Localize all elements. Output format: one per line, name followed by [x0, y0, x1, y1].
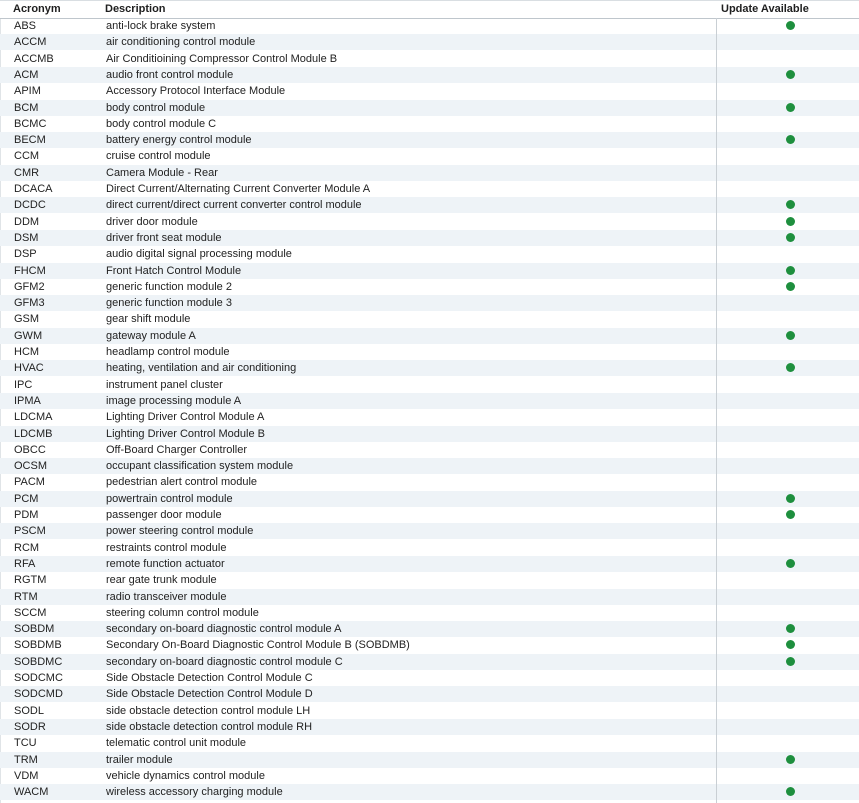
- acronym-cell: GSM: [14, 313, 40, 326]
- acronym-cell: PCM: [14, 492, 39, 505]
- update-available-icon: [786, 266, 795, 275]
- description-cell: Direct Current/Alternating Current Converter Module A: [106, 183, 371, 195]
- update-available-icon: [786, 657, 795, 666]
- acronym-cell: PSCM: [14, 525, 46, 538]
- table-row[interactable]: [0, 100, 859, 116]
- update-available-icon: [786, 70, 795, 79]
- table-row[interactable]: [0, 344, 859, 360]
- acronym-cell: RGTM: [14, 574, 47, 587]
- description-cell: body control module: [106, 101, 206, 114]
- table-row[interactable]: [0, 458, 859, 474]
- table-row[interactable]: [0, 719, 859, 735]
- description-cell: heating, ventilation and air conditioning: [106, 362, 297, 375]
- table-row[interactable]: [0, 263, 859, 279]
- description-cell: side obstacle detection control module LH: [106, 704, 311, 717]
- acronym-cell: FHCM: [14, 264, 46, 277]
- table-row[interactable]: [0, 214, 859, 230]
- description-cell: anti-lock brake system: [106, 20, 216, 32]
- description-cell: Air Conditioining Compressor Control Module B: [106, 52, 338, 65]
- table-row[interactable]: [0, 116, 859, 132]
- description-cell: audio front control module: [106, 68, 234, 81]
- acronym-cell: WACM: [14, 786, 49, 799]
- description-cell: secondary on-board diagnostic control module C: [106, 655, 343, 668]
- description-cell: side obstacle detection control module RH: [106, 720, 313, 733]
- table-row[interactable]: [0, 197, 859, 213]
- acronym-cell: GWM: [14, 329, 43, 342]
- description-cell: telematic control unit module: [106, 737, 247, 750]
- acronym-cell: PDM: [14, 509, 39, 521]
- acronym-cell: DCACA: [14, 183, 53, 195]
- update-available-icon: [786, 640, 795, 649]
- description-cell: driver door module: [106, 215, 198, 228]
- acronym-cell: GFM2: [14, 280, 45, 293]
- acronym-cell: DDM: [14, 215, 40, 228]
- description-cell: Lighting Driver Control Module B: [106, 427, 265, 440]
- table-row[interactable]: [0, 540, 859, 556]
- update-available-icon: [786, 510, 795, 519]
- update-available-icon: [786, 233, 795, 242]
- acronym-cell: OCSM: [14, 460, 47, 473]
- update-available-icon: [786, 103, 795, 112]
- table-row[interactable]: [0, 165, 859, 181]
- description-cell: occupant classification system module: [106, 460, 294, 473]
- acronym-cell: ACCM: [14, 36, 47, 49]
- table-row[interactable]: [0, 18, 859, 34]
- acronym-cell: RFA: [14, 557, 36, 570]
- acronym-cell: VDM: [14, 769, 39, 782]
- description-cell: trailer module: [106, 753, 173, 766]
- acronym-cell: SODR: [14, 720, 46, 733]
- acronym-cell: RTM: [14, 590, 38, 603]
- acronym-cell: IPC: [14, 378, 33, 391]
- table-row[interactable]: [0, 393, 859, 409]
- acronym-cell: SODL: [14, 704, 44, 717]
- description-cell: headlamp control module: [106, 346, 230, 358]
- description-cell: audio digital signal processing module: [106, 248, 292, 261]
- table-row[interactable]: [0, 670, 859, 686]
- table-row[interactable]: [0, 474, 859, 490]
- description-cell: gear shift module: [106, 313, 191, 326]
- description-cell: gateway module A: [106, 329, 196, 342]
- table-row[interactable]: [0, 572, 859, 588]
- acronym-cell: RCM: [14, 541, 40, 554]
- acronym-cell: LDCMB: [14, 427, 53, 440]
- acronym-cell: DCDC: [14, 199, 46, 212]
- description-cell: air conditioning control module: [106, 36, 256, 49]
- description-cell: passenger door module: [106, 509, 222, 521]
- description-cell: remote function actuator: [106, 557, 225, 570]
- acronym-cell: PACM: [14, 476, 45, 489]
- update-available-icon: [786, 755, 795, 764]
- table-row[interactable]: [0, 409, 859, 425]
- description-cell: vehicle dynamics control module: [106, 769, 265, 782]
- column-header-description[interactable]: Description: [105, 3, 166, 15]
- acronym-cell: SODCMC: [14, 672, 63, 684]
- acronym-cell: CCM: [14, 150, 40, 163]
- table-row[interactable]: [0, 377, 859, 393]
- acronym-cell: ABS: [14, 20, 37, 32]
- description-cell: power steering control module: [106, 525, 254, 538]
- update-available-icon: [786, 200, 795, 209]
- table-row[interactable]: [0, 752, 859, 768]
- acronym-cell: ACM: [14, 68, 39, 81]
- table-row[interactable]: [0, 83, 859, 99]
- description-cell: Lighting Driver Control Module A: [106, 411, 265, 424]
- acronym-cell: TCU: [14, 737, 37, 750]
- acronym-cell: IPMA: [14, 394, 41, 407]
- table-row[interactable]: [0, 34, 859, 50]
- update-available-icon: [786, 282, 795, 291]
- acronym-cell: DSP: [14, 248, 37, 261]
- description-cell: Accessory Protocol Interface Module: [106, 85, 286, 98]
- table-row[interactable]: [0, 295, 859, 311]
- column-header-update-available[interactable]: Update Available: [721, 3, 809, 15]
- description-cell: instrument panel cluster: [106, 378, 223, 391]
- description-cell: battery energy control module: [106, 134, 252, 147]
- update-available-icon: [786, 559, 795, 568]
- table-header: [0, 0, 859, 19]
- acronym-cell: SOBDMB: [14, 639, 62, 652]
- description-cell: Side Obstacle Detection Control Module D: [106, 688, 313, 701]
- update-available-icon: [786, 624, 795, 633]
- description-cell: Off-Board Charger Controller: [106, 443, 248, 456]
- acronym-cell: HCM: [14, 346, 40, 358]
- update-available-icon: [786, 135, 795, 144]
- table-row[interactable]: [0, 507, 859, 523]
- table-row[interactable]: [0, 703, 859, 719]
- description-cell: rear gate trunk module: [106, 574, 217, 587]
- description-cell: secondary on-board diagnostic control module A: [106, 623, 342, 636]
- table-row[interactable]: [0, 246, 859, 262]
- acronym-cell: LDCMA: [14, 411, 53, 424]
- acronym-cell: OBCC: [14, 443, 46, 456]
- description-cell: wireless accessory charging module: [106, 786, 283, 799]
- acronym-cell: TRM: [14, 753, 38, 766]
- description-cell: Secondary On-Board Diagnostic Control Module B (SOBDMB): [106, 639, 410, 652]
- acronym-cell: GFM3: [14, 297, 45, 310]
- table-row[interactable]: [0, 556, 859, 572]
- description-cell: Front Hatch Control Module: [106, 264, 242, 277]
- table-row[interactable]: [0, 279, 859, 295]
- table-row[interactable]: [0, 311, 859, 327]
- table-row[interactable]: [0, 589, 859, 605]
- description-cell: steering column control module: [106, 606, 259, 619]
- table-row[interactable]: [0, 735, 859, 751]
- description-cell: direct current/direct current converter control module: [106, 199, 362, 212]
- column-header-acronym[interactable]: Acronym: [13, 3, 61, 15]
- description-cell: body control module C: [106, 117, 217, 130]
- update-available-icon: [786, 363, 795, 372]
- table-row[interactable]: [0, 621, 859, 637]
- description-cell: restraints control module: [106, 541, 227, 554]
- update-available-icon: [786, 331, 795, 340]
- acronym-cell: BCM: [14, 101, 39, 114]
- table-row[interactable]: [0, 148, 859, 164]
- table-row[interactable]: [0, 132, 859, 148]
- update-available-icon: [786, 217, 795, 226]
- acronym-cell: SODCMD: [14, 688, 63, 701]
- update-available-icon: [786, 787, 795, 796]
- table-row[interactable]: [0, 328, 859, 344]
- acronym-cell: CMR: [14, 166, 40, 179]
- table-row[interactable]: [0, 768, 859, 784]
- table-row[interactable]: [0, 181, 859, 197]
- description-cell: generic function module 2: [106, 280, 232, 293]
- table-row[interactable]: [0, 637, 859, 653]
- table-row[interactable]: [0, 784, 859, 800]
- table-row[interactable]: [0, 51, 859, 67]
- update-available-icon: [786, 494, 795, 503]
- table-row[interactable]: [0, 686, 859, 702]
- table-row[interactable]: [0, 523, 859, 539]
- table-row[interactable]: [0, 67, 859, 83]
- description-cell: powertrain control module: [106, 492, 233, 505]
- table-row[interactable]: [0, 654, 859, 670]
- update-available-icon: [786, 21, 795, 30]
- table-row[interactable]: [0, 360, 859, 376]
- description-cell: Side Obstacle Detection Control Module C: [106, 672, 313, 684]
- acronym-cell: SCCM: [14, 606, 47, 619]
- acronym-cell: HVAC: [14, 362, 44, 375]
- table-row[interactable]: [0, 442, 859, 458]
- acronym-cell: ACCMB: [14, 52, 54, 65]
- description-cell: pedestrian alert control module: [106, 476, 258, 489]
- table-row[interactable]: [0, 426, 859, 442]
- acronym-cell: SOBDMC: [14, 655, 63, 668]
- description-cell: driver front seat module: [106, 231, 222, 244]
- description-cell: radio transceiver module: [106, 590, 227, 603]
- description-cell: Camera Module - Rear: [106, 166, 218, 179]
- column-divider: [716, 18, 717, 803]
- acronym-cell: BECM: [14, 134, 46, 147]
- description-cell: cruise control module: [106, 150, 211, 163]
- acronym-cell: DSM: [14, 231, 39, 244]
- acronym-cell: SOBDM: [14, 623, 55, 636]
- table-row[interactable]: [0, 230, 859, 246]
- acronym-cell: APIM: [14, 85, 41, 98]
- description-cell: generic function module 3: [106, 297, 232, 310]
- table-row[interactable]: [0, 605, 859, 621]
- table-row[interactable]: [0, 491, 859, 507]
- description-cell: image processing module A: [106, 394, 242, 407]
- acronym-cell: BCMC: [14, 117, 47, 130]
